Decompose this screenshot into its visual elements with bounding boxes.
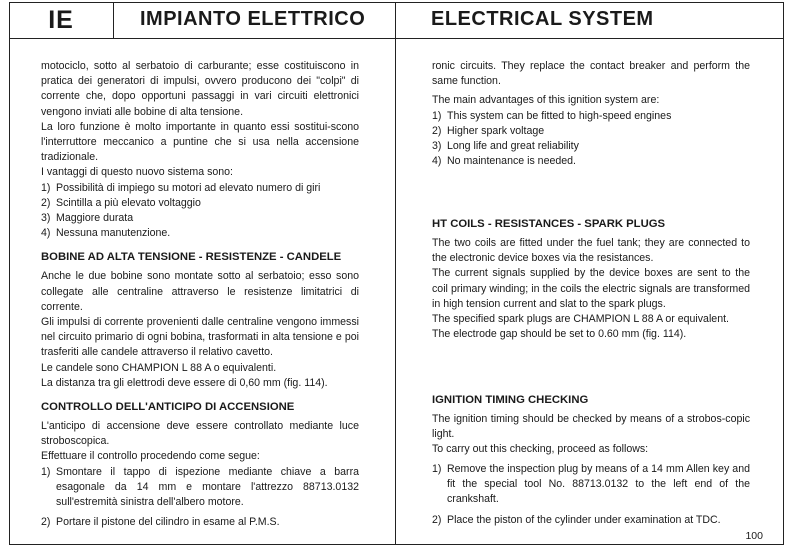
title-italian: IMPIANTO ELETTRICO bbox=[140, 8, 366, 30]
paragraph: The two coils are fitted under the fuel tank; they are connected to the electronic device boxes via the resistances. bbox=[432, 237, 750, 265]
paragraph: The current signals supplied by the device boxes are sent to the coil primary winding; in the coils the electric signals are transformed in high tension current and slat to the spark plugs. bbox=[432, 267, 750, 310]
timing-heading-en: IGNITION TIMING CHECKING bbox=[432, 394, 589, 406]
list-item: 3) Maggiore durata bbox=[41, 212, 134, 225]
paragraph: Effettuare il controllo procedendo come segue: bbox=[41, 450, 260, 463]
paragraph: To carry out this checking, proceed as follows: bbox=[432, 443, 649, 456]
list-item: 1) Remove the inspection plug by means of a 14 mm Allen key and fit the special tool No. 88713.0132 to the left end of the crankshaft. bbox=[432, 462, 750, 506]
list-item: 2) Scintilla a più elevato voltaggio bbox=[41, 196, 201, 209]
list-item: 1) This system can be fitted to high-speed engines bbox=[432, 109, 672, 122]
list-item: 2) Portare il pistone del cilindro in esame al P.M.S. bbox=[41, 516, 280, 529]
english-column bbox=[432, 59, 750, 169]
header-rule bbox=[9, 38, 784, 39]
paragraph: La loro funzione è molto importante in quanto essi sostitui-scono l'interruttore meccanico a puntine che si usa nella accensione tradizionale. bbox=[41, 120, 359, 164]
italian-column bbox=[41, 59, 359, 530]
coils-heading-it: BOBINE AD ALTA TENSIONE - RESISTENZE - CANDELE bbox=[41, 251, 342, 264]
coils-heading-en: HT COILS - RESISTANCES - SPARK PLUGS bbox=[432, 218, 666, 230]
paragraph: Le candele sono CHAMPION L 88 A o equivalenti. bbox=[41, 361, 277, 374]
paragraph: Gli impulsi di corrente provenienti dalle centraline vengono immessi nel circuito primario di ogni bobina, trasformati in alta tensione e poi trasferiti alle candele attraverso il relativo cavetto. bbox=[41, 316, 359, 359]
paragraph: The ignition timing should be checked by means of a strobos-copic light. bbox=[432, 413, 750, 441]
list-item: 3) Long life and great reliability bbox=[432, 140, 579, 153]
paragraph: ronic circuits. They replace the contact breaker and perform the same function. bbox=[432, 60, 750, 88]
english-timing-section bbox=[432, 393, 750, 528]
paragraph: Anche le due bobine sono montate sotto al serbatoio; esso sono collegate alle centraline attraverso le resistenze limitatrici di corrente. bbox=[41, 270, 359, 313]
title-english: ELECTRICAL SYSTEM bbox=[431, 8, 654, 30]
list-item: 1) Smontare il tappo di ispezione mediante chiave a barra esagonale da 14 mm e montare l'attrezzo 88713.0132 sull'estremità sinistra dell'albero motore. bbox=[41, 465, 359, 509]
list-item: 1) Possibilità di impiego su motori ad elevato numero di giri bbox=[41, 181, 321, 194]
list-item: 4) Nessuna manutenzione. bbox=[41, 227, 171, 240]
paragraph: L'anticipo di accensione deve essere controllato mediante luce stroboscopica. bbox=[41, 420, 359, 448]
list-item: 2) Place the piston of the cylinder under examination at TDC. bbox=[432, 514, 721, 527]
section-code: IE bbox=[9, 2, 114, 39]
column-divider bbox=[395, 2, 396, 545]
paragraph: The specified spark plugs are CHAMPION L 88 A or equivalent. bbox=[432, 313, 729, 326]
paragraph: motociclo, sotto al serbatoio di carburante; esse costituiscono in pratica dei generatori di impulsi, ovvero producono dei "colpi" di corrente che, dopo opportuni passaggi in vari circuiti elettronici vengono inviati alle bobine di alta tensione. bbox=[41, 60, 359, 118]
paragraph: The electrode gap should be set to 0.60 mm (fig. 114). bbox=[432, 328, 687, 341]
list-item: 2) Higher spark voltage bbox=[432, 124, 545, 137]
english-coils-section bbox=[432, 217, 750, 342]
paragraph: I vantaggi di questo nuovo sistema sono: bbox=[41, 166, 233, 179]
paragraph: The main advantages of this ignition system are: bbox=[432, 94, 660, 107]
paragraph: La distanza tra gli elettrodi deve essere di 0,60 mm (fig. 114). bbox=[41, 376, 328, 389]
timing-heading-it: CONTROLLO DELL'ANTICIPO DI ACCENSIONE bbox=[41, 401, 295, 414]
page-number: 100 bbox=[745, 530, 763, 542]
list-item: 4) No maintenance is needed. bbox=[432, 155, 576, 168]
